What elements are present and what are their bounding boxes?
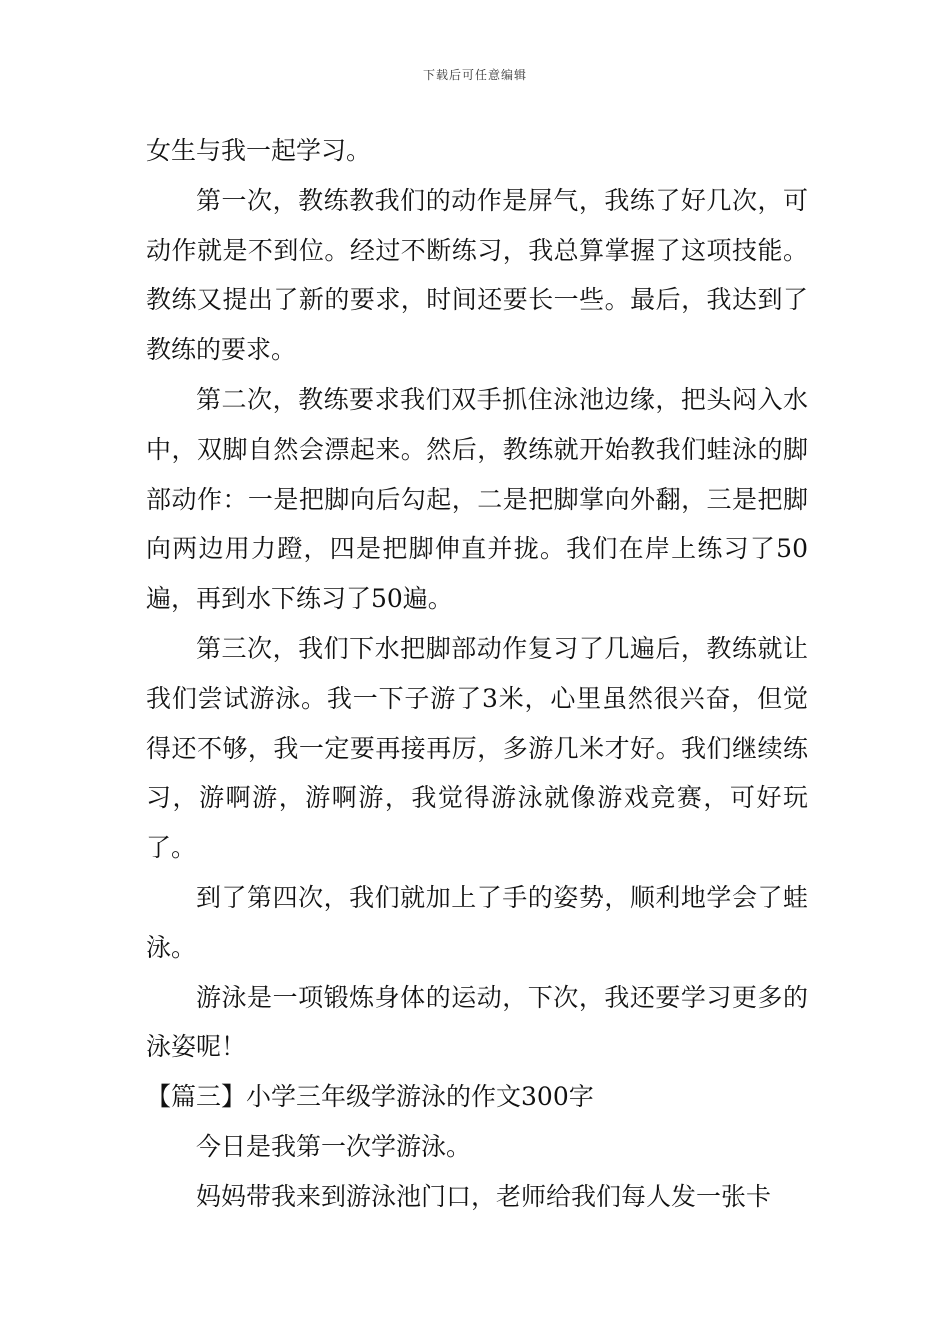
paragraph-conclusion: 游泳是一项锻炼身体的运动，下次，我还要学习更多的泳姿呢！ xyxy=(146,982,808,1062)
page-header: 下载后可任意编辑 xyxy=(422,68,527,82)
paragraph-continuation: 女生与我一起学习。 xyxy=(146,136,372,165)
paragraph-fourth-lesson: 到了第四次，我们就加上了手的姿势，顺利地学会了蛙泳。 xyxy=(146,882,808,962)
paragraph-third-lesson: 第三次，我们下水把脚部动作复习了几遍后，教练就让我们尝试游泳。我一下子游了3米，心里虽然很兴奋，但觉得还不够，我一定要再接再厉，多游几米才好。我们继续练习，游啊游，游啊游，我觉得游泳就像游戏竞赛，可好玩了。 xyxy=(146,633,808,863)
section-heading: 【篇三】小学三年级学游泳的作文300字 xyxy=(146,1082,594,1112)
paragraph-first-lesson: 第一次，教练教我们的动作是屏气，我练了好几次，可动作就是不到位。经过不断练习，我总算掌握了这项技能。教练又提出了新的要求，时间还要长一些。最后，我达到了教练的要求。 xyxy=(146,185,808,365)
document-body xyxy=(146,126,808,1222)
paragraph-section-body: 妈妈带我来到游泳池门口，老师给我们每人发一张卡 xyxy=(196,1181,772,1211)
paragraph-second-lesson: 第二次，教练要求我们双手抓住泳池边缘，把头闷入水中，双脚自然会漂起来。然后，教练就开始教我们蛙泳的脚部动作：一是把脚向后勾起，二是把脚掌向外翻，三是把脚向两边用力蹬，四是把脚伸直并拢。我们在岸上练习了50遍，再到水下练习了50遍。 xyxy=(146,384,808,614)
paragraph-section-intro: 今日是我第一次学游泳。 xyxy=(196,1131,472,1161)
